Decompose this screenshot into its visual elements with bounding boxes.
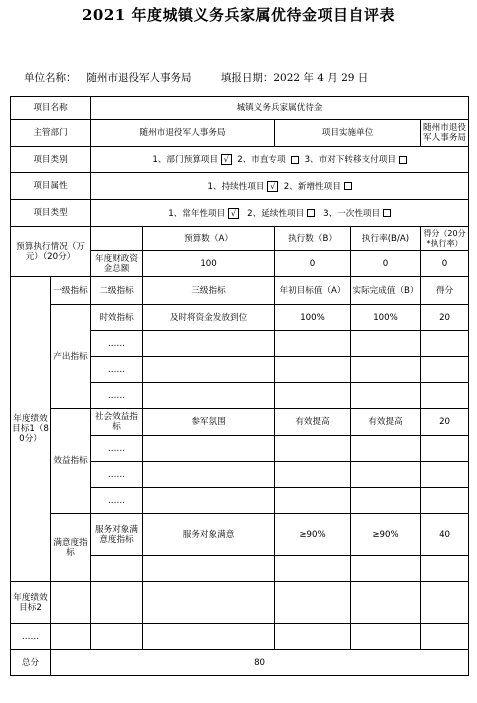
date-value: 2022 年 4 月 29 日 [273, 72, 369, 84]
ellipsis-cell: …… [91, 436, 143, 462]
exec-value: 0 [275, 251, 351, 277]
attr-opt2-checkbox[interactable] [344, 182, 352, 190]
attr-label: 项目属性 [11, 173, 91, 200]
satisfaction-target: ≥90% [275, 514, 351, 556]
category-opt1: 1、部门预算项目 [152, 155, 218, 165]
header-level3: 三级指标 [143, 277, 275, 305]
dept-label: 主管部门 [11, 120, 91, 147]
output-target: 100% [275, 305, 351, 331]
benefit-l3: 参军氛围 [143, 409, 275, 436]
impl-value: 随州市退役军人事务局 [421, 120, 469, 147]
header-level2: 二级指标 [91, 277, 143, 305]
attr-opt1: 1、持续性项目 [207, 181, 265, 192]
unit-label: 单位名称： [24, 72, 77, 84]
benefit-actual: 有效提高 [351, 409, 421, 436]
type-options [91, 200, 469, 227]
category-opt1-checkbox[interactable]: √ [221, 154, 232, 165]
goal1-label: 年度绩效目标1（80分） [11, 277, 51, 582]
budget-score-value: 0 [421, 251, 469, 277]
form-meta [24, 70, 378, 85]
dept-value: 随州市退役军人事务局 [91, 120, 275, 147]
type-opt1: 1、常年性项目 [168, 208, 226, 219]
output-actual: 100% [351, 305, 421, 331]
ellipsis-cell: …… [11, 624, 51, 650]
type-opt3: 3、一次性项目 [323, 208, 381, 219]
ellipsis-cell: …… [91, 383, 143, 409]
category-opt2: 2、市直专项 [237, 155, 286, 165]
ellipsis-cell: …… [91, 331, 143, 357]
impl-label: 项目实施单位 [275, 120, 421, 147]
header-level1: 一级指标 [51, 277, 91, 305]
output-score: 20 [421, 305, 469, 331]
attr-opt1-checkbox[interactable]: √ [267, 181, 278, 192]
category-opt3: 3、市对下转移支付项目 [304, 155, 396, 165]
total-label: 总分 [11, 650, 51, 676]
header-score: 得分 [421, 277, 469, 305]
type-opt3-checkbox[interactable] [383, 209, 391, 217]
budget-col-b: 执行数（B） [275, 227, 351, 251]
rate-value: 0 [351, 251, 421, 277]
ellipsis-cell: …… [91, 488, 143, 514]
benefit-score: 20 [421, 409, 469, 436]
project-name-label: 项目名称 [11, 97, 91, 120]
total-value: 80 [51, 650, 469, 676]
satisfaction-l2: 服务对象满意度指标 [91, 514, 143, 556]
satisfaction-score: 40 [421, 514, 469, 556]
output-l3: 及时将资金发放到位 [143, 305, 275, 331]
attr-opt2: 2、新增性项目 [283, 181, 341, 192]
benefit-target: 有效提高 [275, 409, 351, 436]
header-actual: 实际完成值（B） [351, 277, 421, 305]
unit-value: 随州市退役军人事务局 [86, 72, 192, 84]
type-label: 项目类型 [11, 200, 91, 227]
ellipsis-cell: …… [91, 357, 143, 383]
type-opt1-checkbox[interactable]: √ [228, 208, 239, 219]
budget-col-score: 得分（20分*执行率） [421, 227, 469, 251]
output-l2: 时效指标 [91, 305, 143, 331]
category-opt2-checkbox[interactable] [291, 156, 299, 164]
benefit-label: 效益指标 [51, 409, 91, 514]
page-title: 2021 年度城镇义务兵家属优待金项目自评表 [82, 6, 395, 24]
goal2-label: 年度绩效目标2 [11, 582, 51, 624]
budget-row-label: 年度财政资金总额 [91, 251, 143, 277]
budget-col-a: 预算数（A） [143, 227, 275, 251]
benefit-l2: 社会效益指标 [91, 409, 143, 436]
type-opt2-checkbox[interactable] [307, 209, 315, 217]
satisfaction-actual: ≥90% [351, 514, 421, 556]
type-opt2: 2、延续性项目 [247, 208, 305, 219]
ellipsis-cell: …… [91, 462, 143, 488]
project-name-value: 城镇义务兵家属优待金 [91, 97, 469, 120]
budget-value: 100 [143, 251, 275, 277]
category-options [91, 147, 469, 173]
budget-label: 预算执行情况（万元）（20分） [11, 227, 91, 277]
evaluation-table [10, 96, 469, 676]
budget-col-rate: 执行率(B/A) [351, 227, 421, 251]
satisfaction-l3: 服务对象满意 [143, 514, 275, 556]
header-target: 年初目标值（A） [275, 277, 351, 305]
satisfaction-label: 满意度指标 [51, 514, 91, 582]
category-opt3-checkbox[interactable] [399, 156, 407, 164]
output-label: 产出指标 [51, 305, 91, 409]
attr-options [91, 173, 469, 200]
date-label: 填报日期： [220, 72, 274, 84]
category-label: 项目类别 [11, 147, 91, 173]
